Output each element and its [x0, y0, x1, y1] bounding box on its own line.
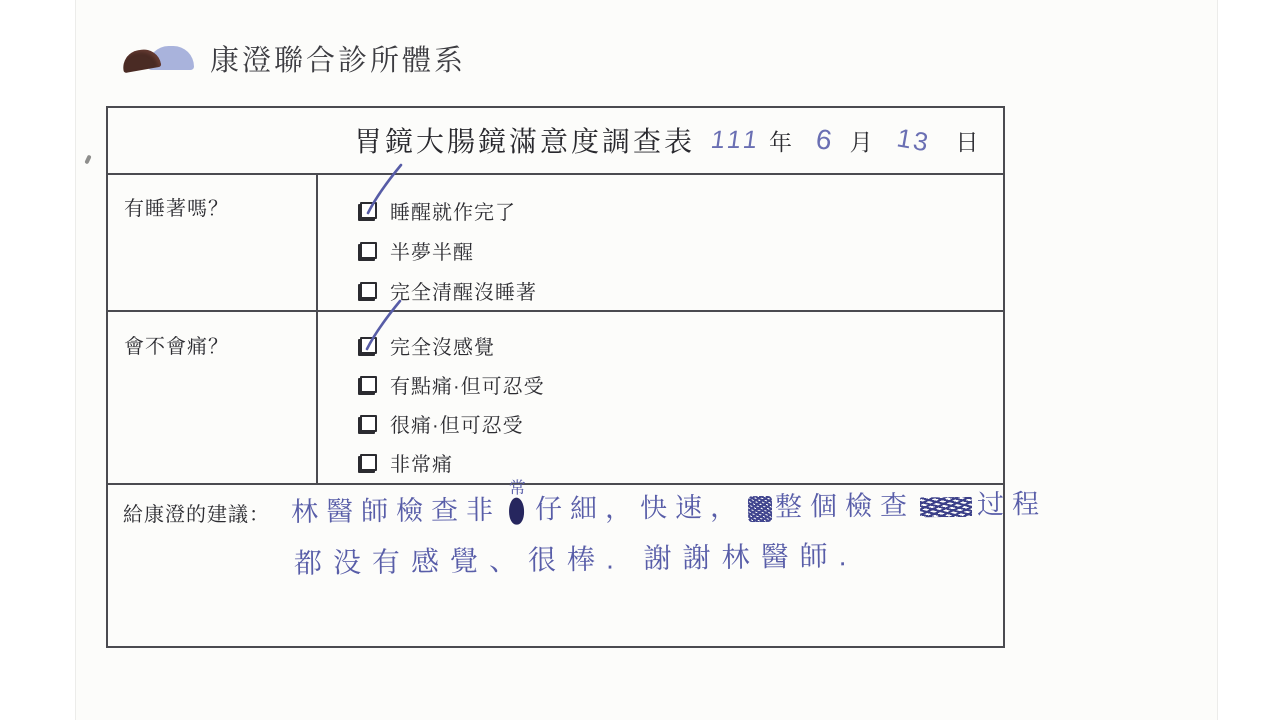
table-divider [108, 310, 1003, 312]
date-month-label: 月 [849, 128, 873, 155]
question-sleep-label: 有睡著嗎？ [124, 198, 229, 220]
checkbox-icon [360, 202, 377, 219]
paper-sheet [75, 0, 1218, 720]
suggestion-handwriting-line2: 都没有感覺、很棒. 謝謝林醫師. [293, 540, 858, 579]
correction-char: 常 [508, 478, 526, 498]
checkbox-icon [360, 282, 377, 299]
date-month-handwritten: 6 [814, 123, 834, 156]
handwriting-text: 仔細，快速， [534, 492, 746, 525]
checkbox-icon [360, 454, 377, 471]
date-day-label: 日 [955, 128, 979, 155]
overwritten-char-scribble [748, 496, 772, 522]
survey-table [106, 106, 1048, 648]
table-column-divider [316, 175, 318, 483]
option-label: 很痛·但可忍受 [390, 415, 524, 437]
option-label: 完全沒感覺 [390, 337, 495, 359]
option-row [360, 365, 545, 404]
ink-blot-correction [506, 478, 530, 526]
date-year-label: 年 [769, 128, 793, 155]
crossed-out-word-scribble [920, 497, 972, 518]
option-row [360, 326, 545, 365]
suggestion-handwriting-line1 [290, 478, 1048, 529]
question-pain-options [360, 326, 545, 482]
option-label: 有點痛·但可忍受 [390, 376, 545, 398]
option-label: 半夢半醒 [390, 241, 474, 264]
date-day-handwritten: 13 [894, 121, 932, 158]
handwriting-text: 整個檢查 [774, 490, 916, 522]
title-row [354, 108, 979, 172]
option-label: 睡醒就作完了 [390, 201, 516, 224]
table-divider [108, 173, 1003, 175]
clinic-header [122, 38, 466, 79]
handwriting-text: 过程 [976, 489, 1048, 520]
option-row [360, 230, 537, 270]
checkbox-icon [360, 242, 377, 259]
option-row [360, 190, 537, 230]
handwriting-text: 林醫師檢查非 [290, 494, 502, 527]
checkbox-icon [360, 415, 377, 432]
suggestion-label: 給康澄的建議： [123, 504, 270, 526]
question-pain-label: 會不會痛？ [124, 336, 229, 358]
clinic-logo-icon [122, 42, 196, 76]
date-year-handwritten: 111 [709, 125, 764, 154]
clinic-name: 康澄聯合診所體系 [210, 45, 467, 77]
ink-blot [509, 498, 524, 525]
form-title: 胃鏡大腸鏡滿意度調查表 [354, 126, 696, 157]
option-label: 非常痛 [390, 454, 453, 476]
question-sleep-options [360, 190, 537, 310]
option-label: 完全清醒沒睡著 [390, 281, 537, 304]
option-row [360, 404, 545, 443]
checkbox-icon [360, 337, 377, 354]
checkbox-icon [360, 376, 377, 393]
option-row [360, 270, 537, 310]
